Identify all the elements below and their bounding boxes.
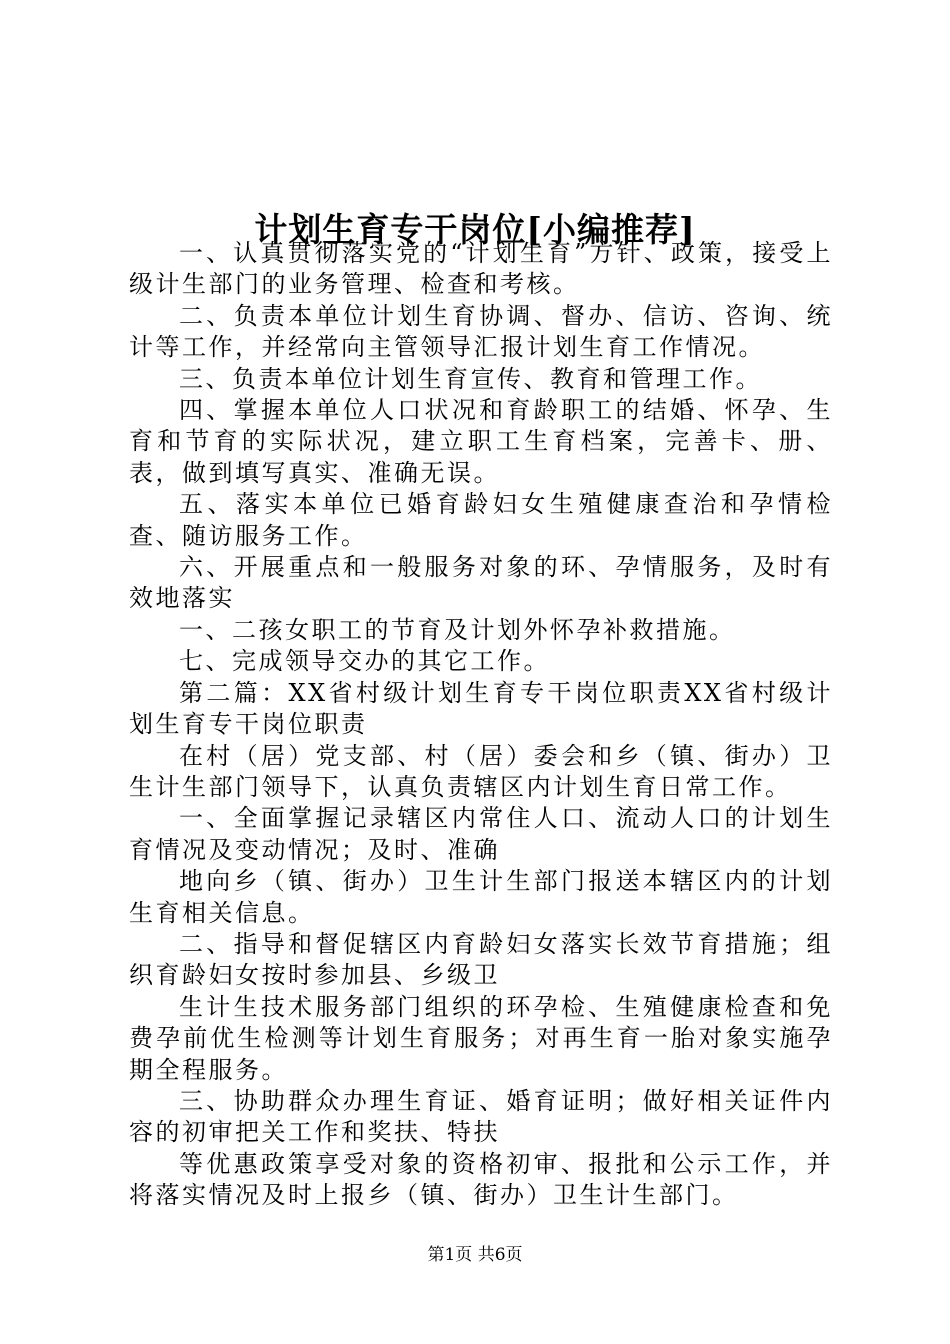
- paragraph: 六、开展重点和一般服务对象的环、孕情服务，及时有效地落实: [129, 553, 833, 613]
- paragraph: 生计生技术服务部门组织的环孕检、生殖健康检查和免费孕前优生检测等计划生育服务；对再生育一胎对象实施孕期全程服务。: [129, 992, 833, 1084]
- paragraph: 在村（居）党支部、村（居）委会和乡（镇、街办）卫生计生部门领导下，认真负责辖区内计划生育日常工作。: [129, 741, 833, 801]
- paragraph: 三、负责本单位计划生育宣传、教育和管理工作。: [179, 364, 762, 393]
- paragraph: 二、指导和督促辖区内育龄妇女落实长效节育措施；组织育龄妇女按时参加县、乡级卫: [129, 929, 833, 990]
- paragraph: 二、负责本单位计划生育协调、督办、信访、咨询、统计等工作，并经常向主管领导汇报计划生育工作情况。: [129, 301, 833, 362]
- section-heading: 第二篇：XX省村级计划生育专干岗位职责XX省村级计划生育专干岗位职责: [129, 678, 833, 739]
- paragraph: 一、全面掌握记录辖区内常住人口、流动人口的计划生育情况及变动情况；及时、准确: [129, 804, 833, 864]
- document-title: 计划生育专干岗位[小编推荐]: [254, 210, 696, 250]
- page-number-footer: 第1页 共6页: [427, 1245, 523, 1265]
- paragraph: 三、协助群众办理生育证、婚育证明；做好相关证件内容的初审把关工作和奖扶、特扶: [129, 1086, 833, 1147]
- paragraph: 等优惠政策享受对象的资格初审、报批和公示工作，并将落实情况及时上报乡（镇、街办）卫生计生部门。: [129, 1149, 833, 1210]
- paragraph: 地向乡（镇、街办）卫生计生部门报送本辖区内的计划生育相关信息。: [129, 867, 833, 927]
- paragraph: 七、完成领导交办的其它工作。: [179, 647, 550, 676]
- document-body: [129, 238, 833, 1212]
- paragraph: 五、落实本单位已婚育龄妇女生殖健康查治和孕情检查、随访服务工作。: [129, 490, 833, 550]
- paragraph: 一、认真贯彻落实党的“计划生育”方针、政策，接受上级计生部门的业务管理、检查和考核。: [129, 239, 833, 299]
- paragraph: 四、掌握本单位人口状况和育龄职工的结婚、怀孕、生育和节育的实际状况，建立职工生育档案，完善卡、册、表，做到填写真实、准确无误。: [129, 396, 833, 487]
- paragraph: 一、二孩女职工的节育及计划外怀孕补救措施。: [179, 615, 736, 644]
